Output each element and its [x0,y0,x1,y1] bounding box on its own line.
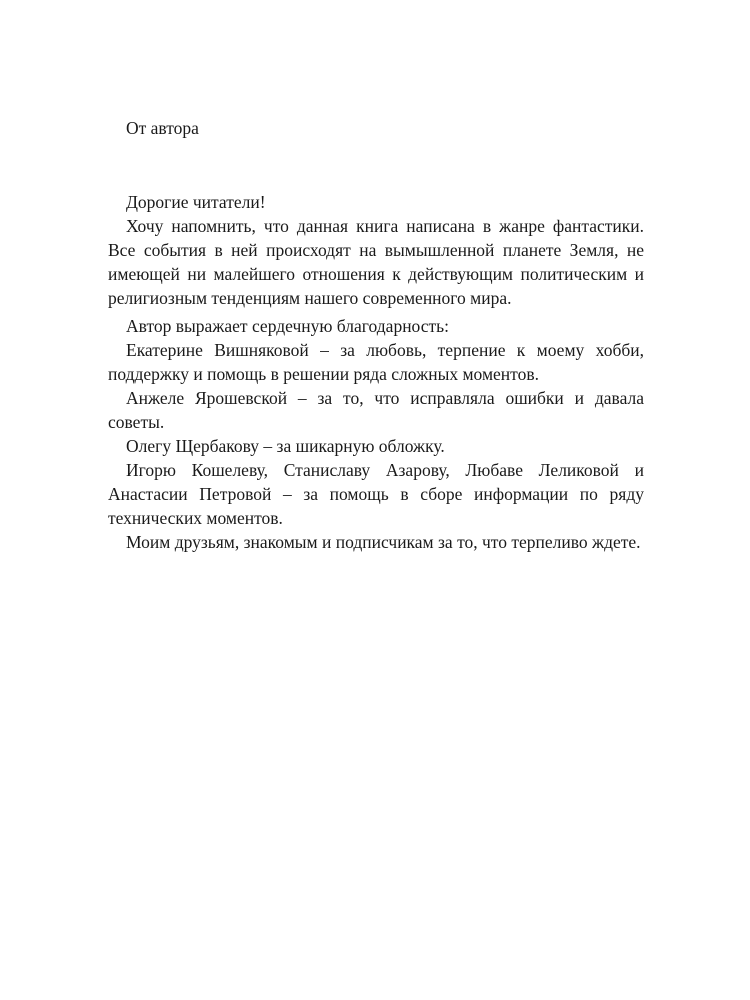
acknowledgements-section [108,314,644,554]
page-heading: От автора [126,118,199,138]
thanks-paragraph: Екатерине Вишняковой – за любовь, терпение к моему хобби, поддержку и помощь в решении ряда сложных моментов. [108,340,644,384]
foreword-section [108,190,644,310]
disclaimer-paragraph: Хочу напомнить, что данная книга написана в жанре фантастики. Все события в ней происходят на вымышленной планете Земля, не имеющей ни малейшего отношения к действующим политическим и религиозным тенденциям нашего современного мира. [108,216,644,308]
acknowledgements-intro: Автор выражает сердечную благодарность: [126,316,449,336]
greeting-paragraph: Дорогие читатели! [126,192,266,212]
thanks-paragraph: Анжеле Ярошевской – за то, что исправляла ошибки и давала советы. [108,388,644,432]
thanks-paragraph: Олегу Щербакову – за шикарную обложку. [126,436,445,456]
thanks-paragraph: Игорю Кошелеву, Станиславу Азарову, Любаве Леликовой и Анастасии Петровой – за помощь в сборе информации по ряду технических моментов. [108,460,644,528]
thanks-paragraph: Моим друзьям, знакомым и подписчикам за то, что терпеливо ждете. [126,532,641,552]
